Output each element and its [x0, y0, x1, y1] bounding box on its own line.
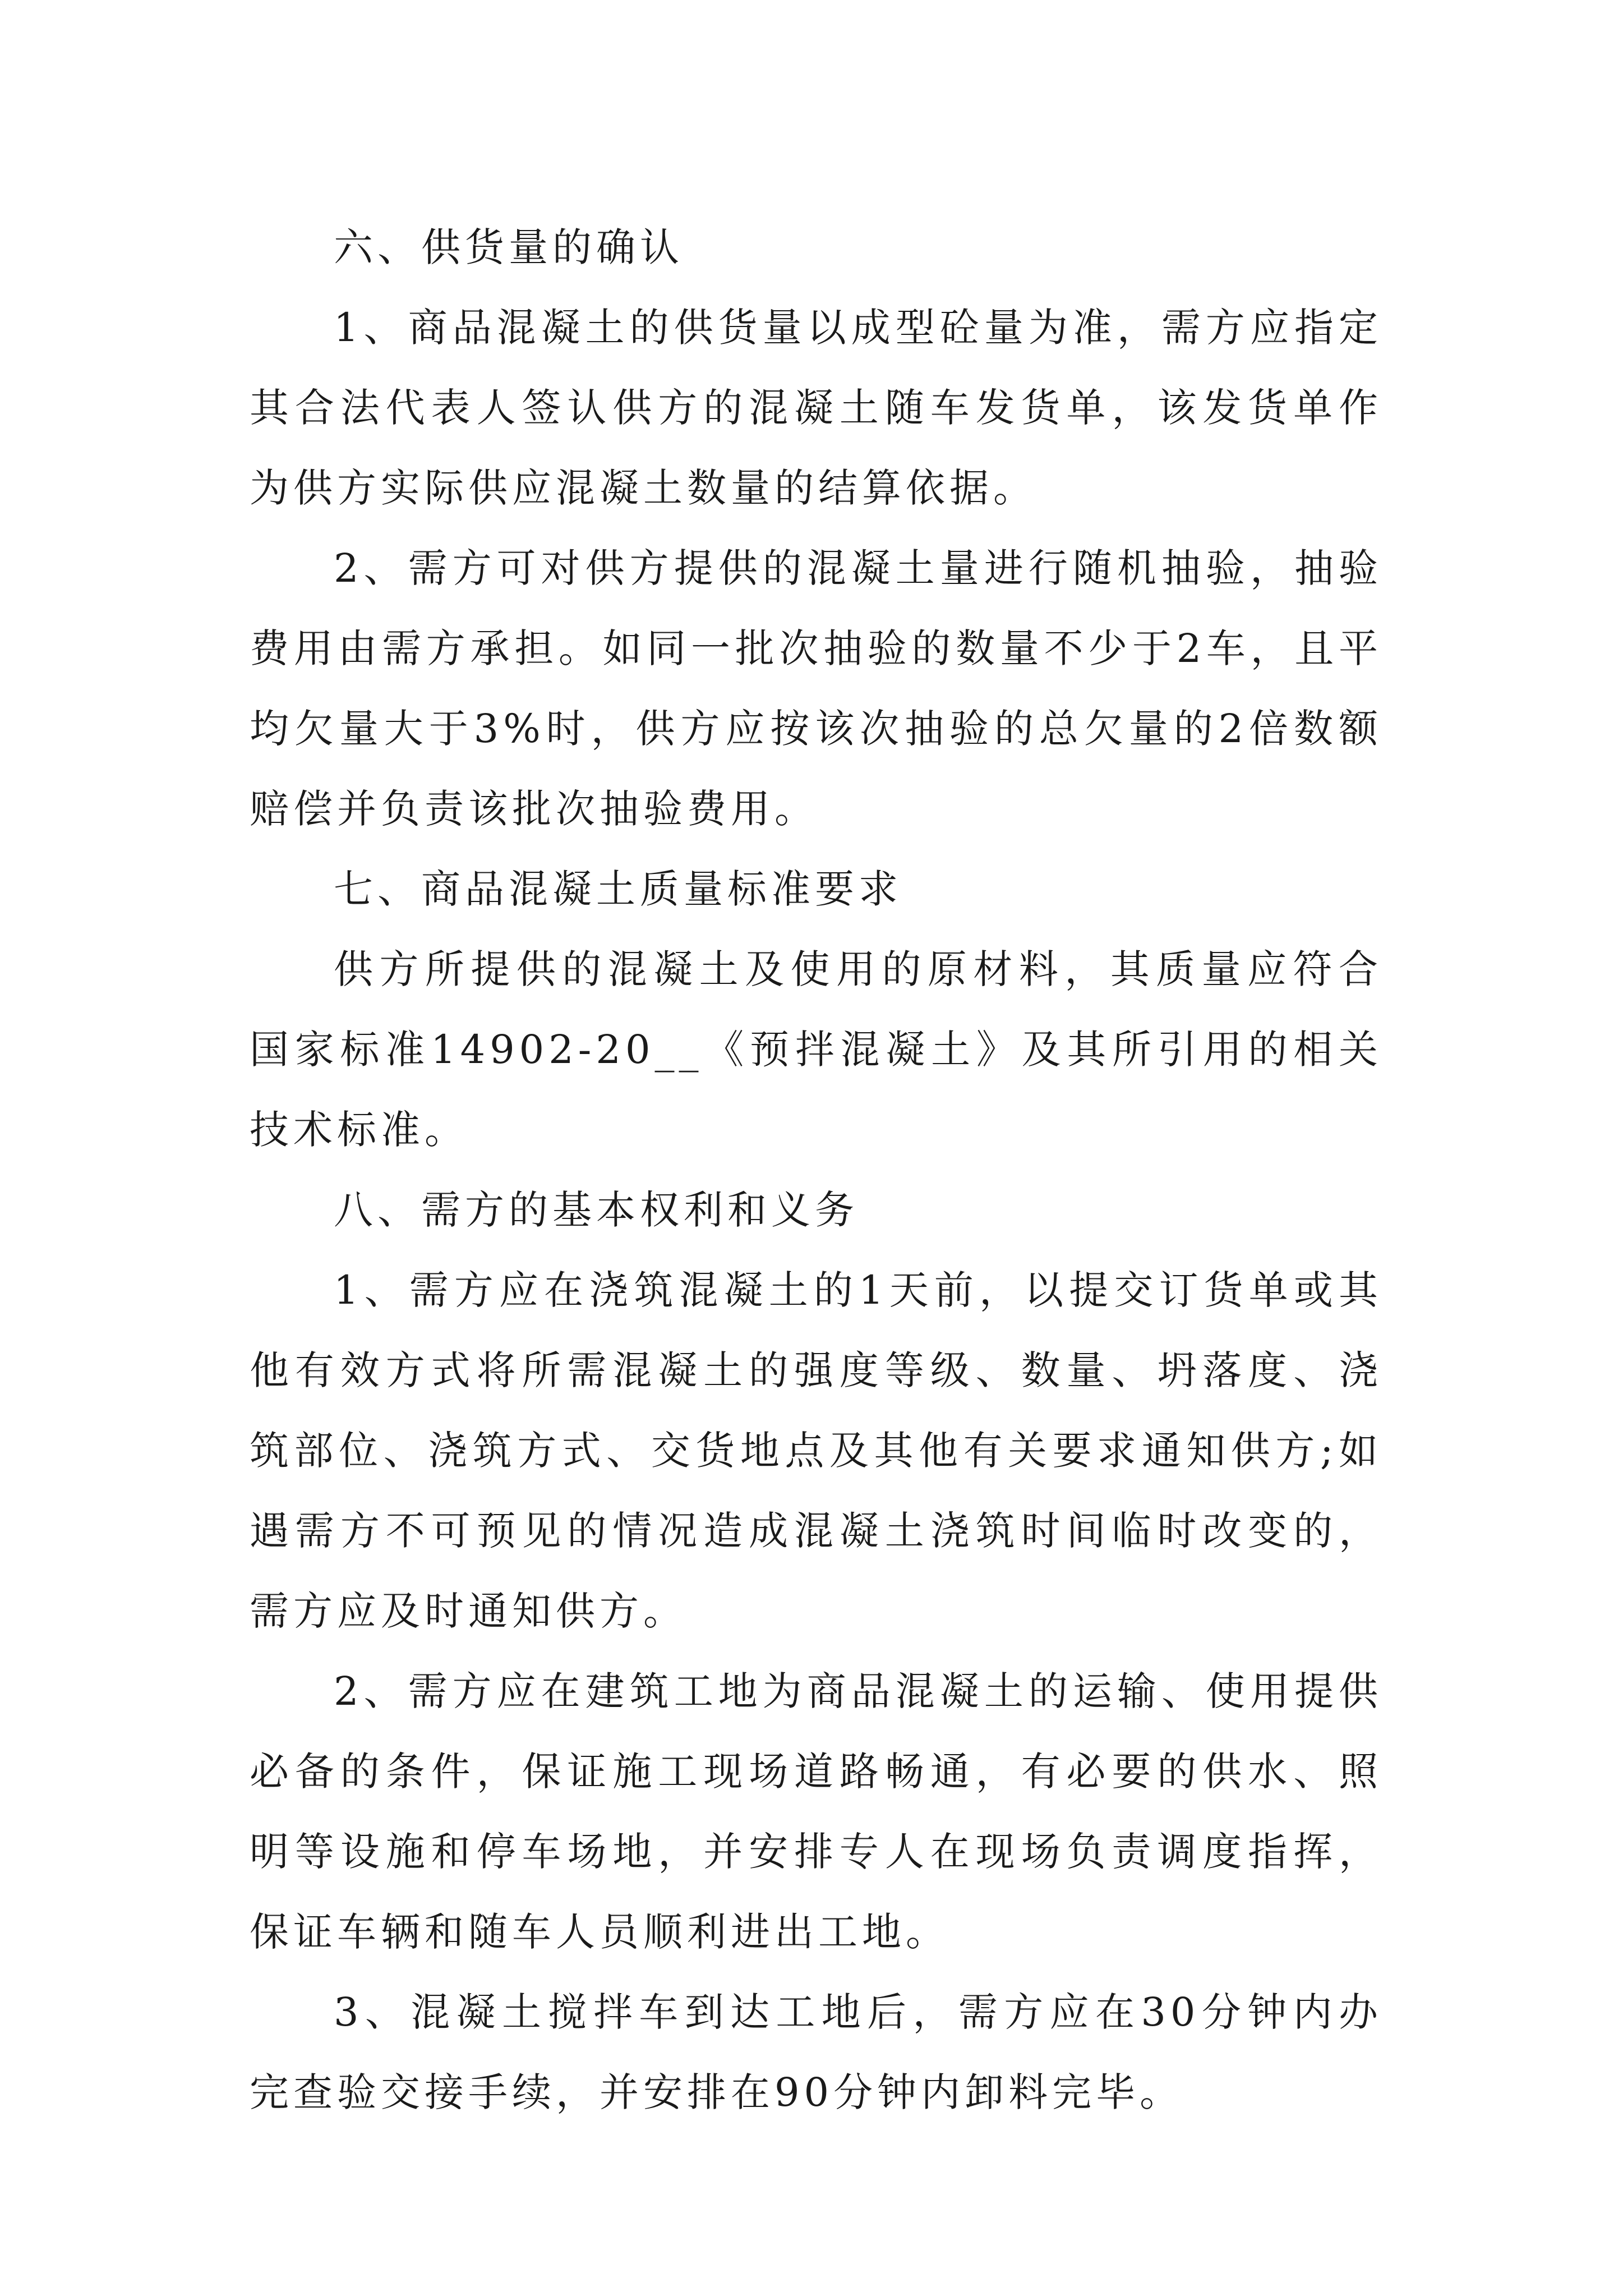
- paragraph-8-1: 1、需方应在浇筑混凝土的1天前，以提交订货单或其他有效方式将所需混凝土的强度等级、数量、坍落度、浇筑部位、浇筑方式、交货地点及其他有关要求通知供方;如遇需方不可预见的情况造成混凝土浇筑时间临时改变的，需方应及时通知供方。: [250, 1267, 1382, 1634]
- paragraph-8-2: 2、需方应在建筑工地为商品混凝土的运输、使用提供必备的条件，保证施工现场道路畅通，有必要的供水、照明等设施和停车场地，并安排专人在现场负责调度指挥，保证车辆和随车人员顺利进出工地。: [250, 1668, 1382, 1955]
- paragraph-7: 供方所提供的混凝土及使用的原材料，其质量应符合国家标准14902-20__《预拌混凝土》及其所引用的相关技术标准。: [250, 946, 1382, 1153]
- paragraph-8-3: 3、混凝土搅拌车到达工地后，需方应在30分钟内办完查验交接手续，并安排在90分钟内卸料完毕。: [250, 1989, 1382, 2115]
- paragraph-6-2: 2、需方可对供方提供的混凝土量进行随机抽验，抽验费用由需方承担。如同一批次抽验的数量不少于2车，且平均欠量大于3%时，供方应按该次抽验的总欠量的2倍数额赔偿并负责该批次抽验费用。: [250, 545, 1382, 832]
- section-heading-8: 八、需方的基本权利和义务: [334, 1187, 859, 1233]
- document-body: [250, 208, 1382, 2133]
- section-heading-7: 七、商品混凝土质量标准要求: [334, 866, 902, 912]
- paragraph-6-1: 1、商品混凝土的供货量以成型砼量为准，需方应指定其合法代表人签认供方的混凝土随车发货单，该发货单作为供方实际供应混凝土数量的结算依据。: [250, 305, 1382, 511]
- section-heading-6: 六、供货量的确认: [334, 224, 684, 270]
